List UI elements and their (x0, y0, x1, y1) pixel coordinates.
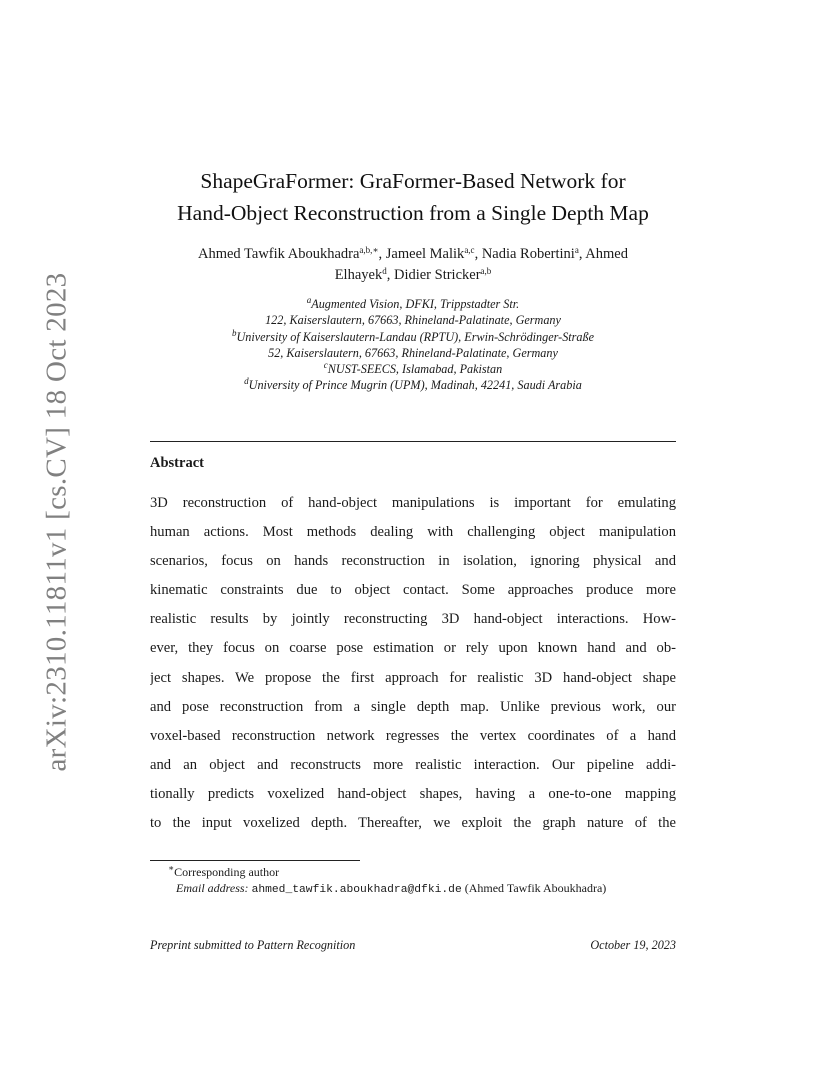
author-line-2: Elhayek$^d$, Didier Stricker$^{a,b}$ (334, 266, 492, 283)
affiliation-a (150, 296, 676, 312)
affiliation-d (150, 377, 676, 393)
abstract-line: human actions. Most methods dealing with challenging object manipulation (150, 524, 676, 541)
paper-title (150, 165, 676, 229)
footnote-text: Corresponding author (174, 865, 280, 879)
affiliation-mark: d (244, 376, 249, 387)
abstract-line: kinematic constraints due to object contact. Some approaches produce more (150, 582, 676, 599)
affiliation-mark: a (306, 295, 312, 305)
abstract-line: ever, they focus on coarse pose estimation or rely upon known hand and ob- (150, 640, 676, 657)
affiliation-b (150, 329, 676, 345)
author-line-1: Ahmed Tawfik Aboukhadra$^{a,b,∗}$, Jameel Malik$^{a,c}$, Nadia Robertini$^a$, Ahmed (198, 245, 628, 262)
author-affiliation-mark: a,b (480, 266, 492, 276)
affiliation-b-cont: 52, Kaiserslautern, 67663, Rhineland-Palatinate, Germany (268, 345, 558, 360)
footnote-email (150, 880, 676, 898)
abstract-body (150, 489, 676, 838)
author-list (150, 244, 676, 286)
preprint-date: October 19, 2023 (590, 938, 676, 952)
author-name: Didier Stricker (393, 267, 481, 283)
abstract-heading: Abstract (150, 455, 204, 471)
email-owner: (Ahmed Tawfik Aboukhadra) (464, 881, 607, 895)
abstract-line: and an object and reconstructs more realistic interaction. Our pipeline addi- (150, 756, 676, 773)
abstract-line: scenarios, focus on hands reconstruction in isolation, ignoring physical and (150, 553, 676, 570)
abstract-line: ject shapes. We propose the first approach for realistic 3D hand-object shape (150, 669, 676, 686)
abstract-line: voxel-based reconstruction network regresses the vertex coordinates of a hand (150, 727, 676, 744)
author-affiliation-mark: a,c (464, 245, 475, 255)
footnote-divider (150, 860, 360, 861)
abstract-line: to the input voxelized depth. Thereafter, we exploit the graph nature of the (150, 815, 676, 832)
author-name: Ahmed Tawfik Aboukhadra (198, 246, 360, 262)
author-affiliation-mark: a,b,∗ (359, 245, 379, 255)
affiliation-list (150, 296, 676, 394)
author-name: Jameel Malik (385, 246, 465, 262)
affiliation-text: University of Kaiserslautern-Landau (RPTU), Erwin-Schrödinger-Straße (236, 329, 595, 344)
affiliation-mark: b (231, 327, 237, 338)
affiliation-text: University of Prince Mugrin (UPM), Madinah, 42241, Saudi Arabia (248, 378, 582, 393)
affiliation-text: Augmented Vision, DFKI, Trippstadter Str. (311, 297, 520, 311)
email-address: ahmed_tawfik.aboukhadra@dfki.de (251, 884, 462, 896)
footnote-corresponding (150, 864, 676, 880)
author-affiliation-mark: d (382, 266, 387, 276)
preprint-notice: Preprint submitted to Pattern Recognition (150, 938, 356, 952)
email-label: Email address: (176, 881, 249, 895)
affiliation-mark: c (323, 360, 328, 371)
abstract-line: tionally predicts voxelized hand-object shapes, having a one-to-one mapping (150, 785, 676, 802)
footnote-mark: ∗ (168, 863, 175, 873)
arxiv-identifier: arXiv:2310.11811v1 [cs.CV] 18 Oct 2023 (40, 272, 73, 772)
author-last-name: Elhayek (334, 267, 383, 283)
title-line-2: Hand-Object Reconstruction from a Single Depth Map (177, 201, 649, 225)
affiliation-c (150, 361, 676, 377)
header-divider (150, 441, 676, 442)
affiliation-text: NUST-SEECS, Islamabad, Pakistan (327, 362, 503, 377)
affiliation-a-cont: 122, Kaiserslautern, 67663, Rhineland-Palatinate, Germany (265, 313, 561, 328)
abstract-line: and pose reconstruction from a single depth map. Unlike previous work, our (150, 698, 676, 715)
abstract-line: 3D reconstruction of hand-object manipulations is important for emulating (150, 495, 676, 511)
title-line-1: ShapeGraFormer: GraFormer-Based Network for (200, 169, 626, 193)
abstract-line: realistic results by jointly reconstructing 3D hand-object interactions. How- (150, 611, 676, 628)
author-name: Nadia Robertini (481, 246, 575, 262)
footnotes (150, 864, 676, 898)
author-affiliation-mark: a (574, 245, 579, 255)
author-first-name: Ahmed (585, 246, 628, 262)
